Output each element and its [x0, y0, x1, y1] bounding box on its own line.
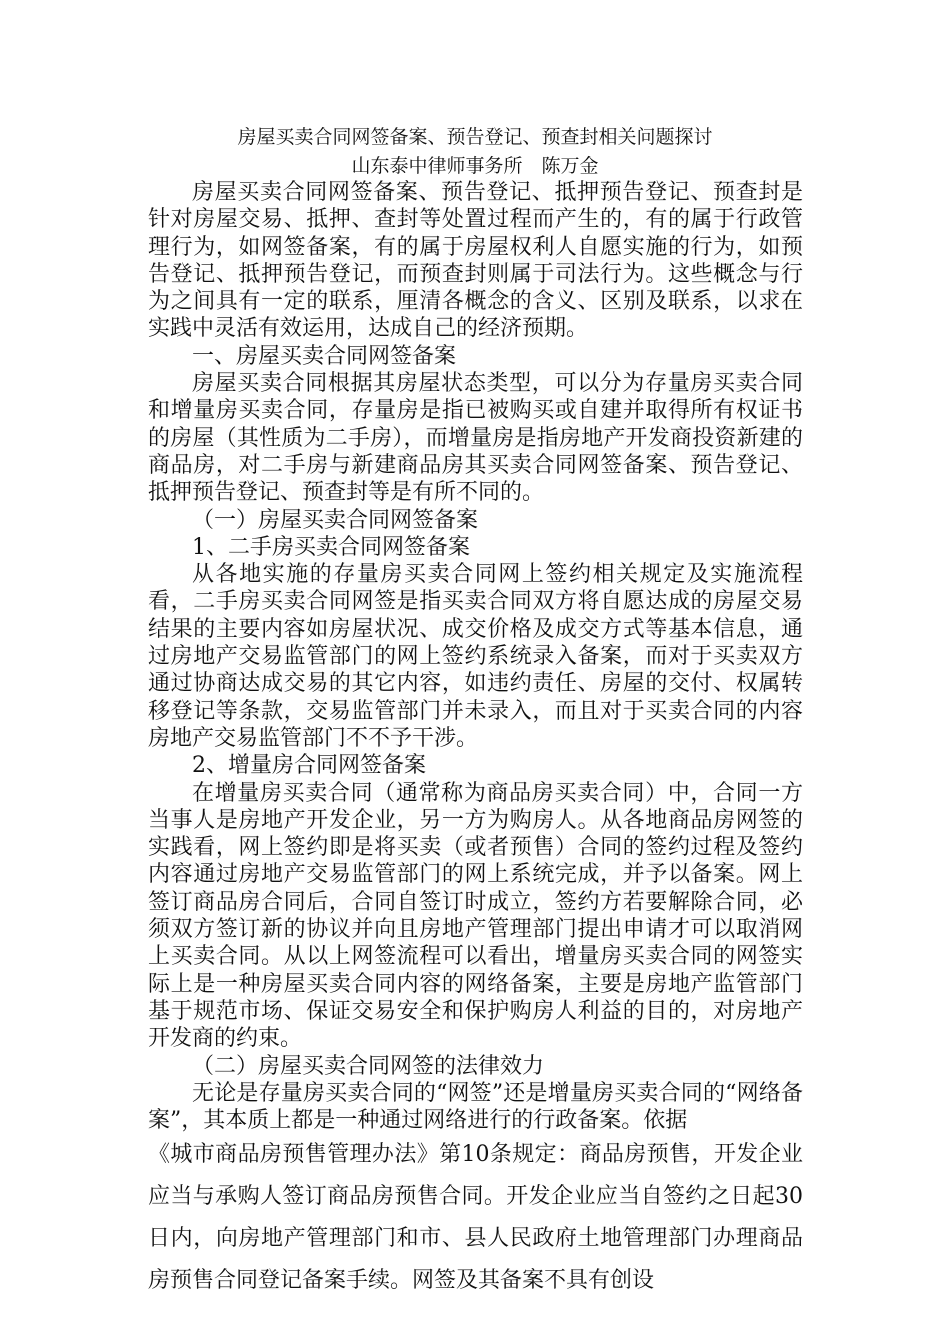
document-title: 房屋买卖合同网签备案、预告登记、预查封相关问题探讨	[237, 126, 713, 148]
subsection-2-heading: （二）房屋买卖合同网签的法律效力	[192, 1053, 545, 1079]
document-author: 山东泰中律师事务所 陈万金	[351, 155, 599, 177]
item-1-paragraph: 从各地实施的存量房买卖合同网上签约相关规定及实施流程看，二手房买卖合同网签是指买卖合同双方将自愿达成的房屋交易结果的主要内容如房屋状况、成交价格及成交方式等基本信息，通过房地产交易监管部门的网上签约系统录入备案，而对于买卖双方通过协商达成交易的其它内容，如违约责任、房屋的交付、权属转移登记等条款，交易监管部门并未录入，而且对于买卖合同的内容房地产交易监管部门不不予干涉。	[148, 562, 803, 751]
item-2-paragraph: 在增量房买卖合同（通常称为商品房买卖合同）中，合同一方当事人是房地产开发企业，另一方为购房人。从各地商品房网签的实践看，网上签约即是将买卖（或者预售）合同的签约过程及签约内容通过房地产交易监管部门的网上系统完成，并予以备案。网上签订商品房合同后，合同自签订时成立，签约方若要解除合同，必须双方签订新的协议并向且房地产管理部门提出申请才可以取消网上买卖合同。从以上网签流程可以看出，增量房买卖合同的网签实际上是一种房屋买卖合同内容的网络备案，主要是房地产监管部门基于规范市场、保证交易安全和保护购房人利益的目的，对房地产开发商的约束。	[148, 780, 803, 1052]
intro-paragraph: 房屋买卖合同网签备案、预告登记、抵押预告登记、预查封是针对房屋交易、抵押、查封等处置过程而产生的，有的属于行政管理行为，如网签备案，有的属于房屋权利人自愿实施的行为，如预告登记、抵押预告登记，而预查封则属于司法行为。这些概念与行为之间具有一定的联系，厘清各概念的含义、区别及联系，以求在实践中灵活有效运用，达成自己的经济预期。	[148, 180, 803, 342]
section-1-heading: 一、房屋买卖合同网签备案	[192, 343, 457, 369]
item-1-heading: 1、二手房买卖合同网签备案	[192, 534, 470, 560]
item-2-heading: 2、增量房合同网签备案	[192, 753, 426, 779]
subsection-1-heading: （一）房屋买卖合同网签备案	[192, 507, 479, 533]
subsection-2-paragraph-start: 无论是存量房买卖合同的“网签”还是增量房买卖合同的“网络备案”，其本质上都是一种通过网络进行的行政备案。依据	[148, 1080, 803, 1134]
section-1-paragraph: 房屋买卖合同根据其房屋状态类型，可以分为存量房买卖合同和增量房买卖合同，存量房是指已被购买或自建并取得所有权证书的房屋（其性质为二手房），而增量房是指房地产开发商投资新建的商品房，对二手房与新建商品房其买卖合同网签备案、预告登记、抵押预告登记、预查封等是有所不同的。	[148, 371, 803, 506]
subsection-2-paragraph-rest: 《城市商品房预售管理办法》第10条规定：商品房预售，开发企业应当与承购人签订商品房预售合同。开发企业应当自签约之日起30日内，向房地产管理部门和市、县人民政府土地管理部门办理商品房预售合同登记备案手续。网签及其备案不具有创设	[148, 1142, 803, 1294]
document-body	[148, 179, 803, 1302]
